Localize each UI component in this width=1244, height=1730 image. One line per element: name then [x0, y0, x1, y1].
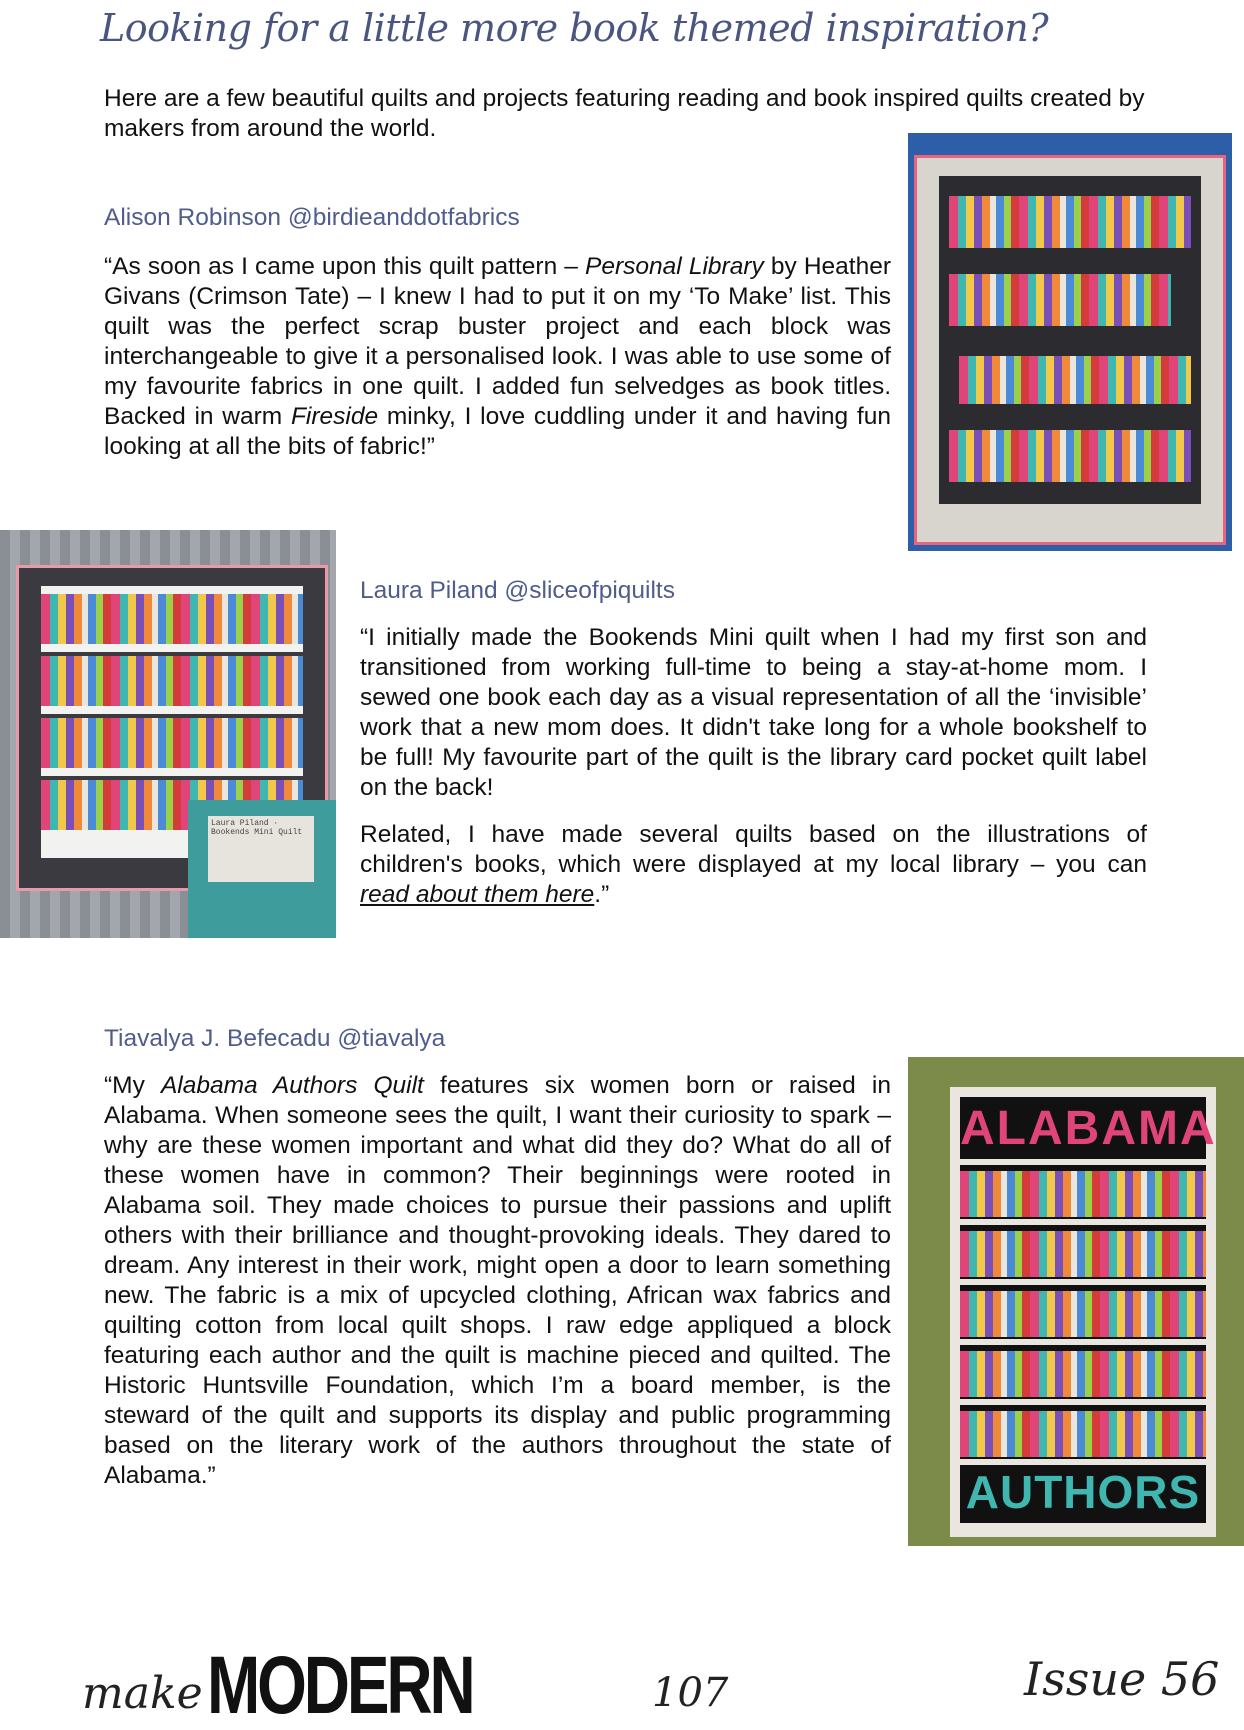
quote-italic: Personal Library: [585, 253, 764, 280]
maker-quote-related: [360, 820, 1147, 910]
read-about-them-link[interactable]: read about them here: [360, 881, 595, 908]
page-heading: Looking for a little more book themed inspiration?: [100, 6, 1049, 50]
maker-quote: [104, 1071, 891, 1491]
maker-name: Tiavalya J. Befecadu @tiavalya: [104, 1025, 446, 1052]
quote-text: Related, I have made several quilts based on the illustrations of children's books, which were displayed at my local library – you can: [360, 821, 1147, 878]
library-card-label: Laura Piland · Bookends Mini Quilt: [208, 816, 314, 882]
quilt-word-authors: AUTHORS: [960, 1459, 1206, 1519]
issue-number: Issue 56: [1024, 1652, 1220, 1706]
photo-bookends-mini-quilt: [0, 530, 336, 938]
maker-name: Laura Piland @sliceofpiquilts: [360, 577, 675, 604]
maker-quote: [104, 252, 891, 462]
page-number: 107: [652, 1670, 729, 1716]
logo-script: make: [82, 1668, 203, 1719]
quote-italic: Fireside: [290, 403, 379, 430]
quote-text: by Heather Givans (Crimson Tate) – I knew I had to put it on my ‘To Make’ list. This quilt was the perfect scrap buster project and each block was interchangeable to give it a personalised look. I was able to use some of my favourite fabrics in one quilt. I added fun selvedges as book titles. Backed in warm: [104, 253, 892, 430]
photo-personal-library-quilt: [908, 133, 1232, 551]
maker-quote: “I initially made the Bookends Mini quilt when I had my first son and transitioned from working full-time to being a stay-at-home mom. I sewed one book each day as a visual representation of all the ‘invisible’ work that a new mom does. It didn't take long for a whole bookshelf to be full! My favourite part of the quilt is the library card pocket quilt label on the back!: [360, 624, 1147, 801]
make-modern-logo: [82, 1640, 547, 1730]
maker-name: Alison Robinson @birdieanddotfabrics: [104, 204, 520, 231]
quote-text: “As soon as I came upon this quilt pattern –: [104, 253, 586, 280]
quote-text: “My: [104, 1072, 161, 1099]
quote-text: features six women born or raised in Alabama. When someone sees the quilt, I want their curiosity to spark – why are these women important and what did they do? What do all of these women have in common? Their beginnings were rooted in Alabama soil. They made choices to pursue their passions and uplift others with their brilliance and thought-provoking ideals. They dared to dream. Any interest in their work, might open a door to learn something new. The fabric is a mix of upcycled clothing, African wax fabrics and quilting cotton from local quilt shops. I raw edge appliqued a block featuring each author and the quilt is machine pieced and quilted. The Historic Huntsville Foundation, which I’m a board member, is the steward of the quilt and supports its display and public programming based on the literary work of the authors throughout the state of Alabama.”: [104, 1072, 891, 1489]
quilt-word-alabama: ALABAMA: [960, 1102, 1217, 1155]
quote-text: minky, I love cuddling under it and having fun looking at all the bits of fabric!”: [104, 403, 891, 460]
intro-text: Here are a few beautiful quilts and projects featuring reading and book inspired quilts created by makers from around the world.: [104, 85, 1145, 142]
quote-text: .”: [594, 881, 610, 908]
logo-bold: MODERN: [206, 1640, 473, 1730]
quote-italic: Alabama Authors Quilt: [160, 1072, 424, 1099]
photo-alabama-authors-quilt: [908, 1057, 1244, 1546]
